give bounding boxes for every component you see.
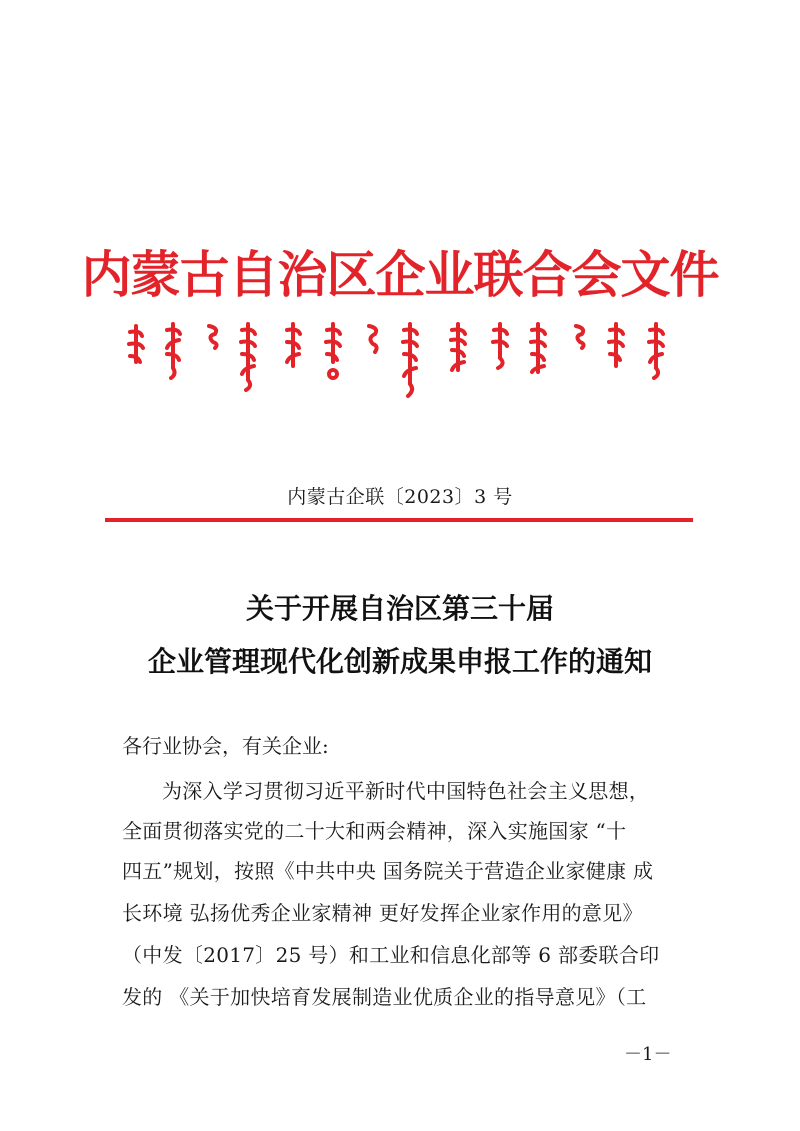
mongolian-word bbox=[129, 326, 143, 362]
body-line: 长环境 弘扬优秀企业家精神 更好发挥企业家作用的意见》 bbox=[122, 901, 643, 925]
mongolian-word bbox=[241, 324, 255, 390]
mongolian-word bbox=[209, 326, 217, 348]
mongolian-script-header bbox=[118, 322, 683, 402]
body-line: （中发〔2017〕25 号）和工业和信息化部等 6 部委联合印 bbox=[122, 943, 660, 967]
mongolian-word bbox=[649, 324, 663, 378]
notice-title-line2: 企业管理现代化创新成果申报工作的通知 bbox=[147, 645, 652, 678]
body-line: 全面贯彻落实党的二十大和两会精神，深入实施国家 “十 bbox=[122, 819, 627, 843]
salutation: 各行业协会，有关企业: bbox=[122, 734, 329, 758]
mongolian-word bbox=[326, 324, 340, 378]
org-header-title: 内蒙古自治区企业联合会文件 bbox=[81, 245, 719, 304]
page-number: －1－ bbox=[624, 1044, 672, 1065]
red-divider-line bbox=[105, 518, 693, 522]
mongolian-word bbox=[576, 326, 584, 348]
mongolian-word bbox=[369, 326, 377, 352]
mongolian-word bbox=[167, 324, 180, 378]
mongolian-word bbox=[451, 324, 465, 370]
notice-title-line1: 关于开展自治区第三十届 bbox=[245, 592, 554, 625]
mongolian-word bbox=[609, 324, 623, 366]
body-line: 发的 《关于加快培育发展制造业优质企业的指导意见》（工 bbox=[122, 985, 647, 1009]
document-number: 内蒙古企联〔2023〕3 号 bbox=[287, 486, 513, 508]
mongolian-word bbox=[531, 324, 545, 372]
mongolian-word bbox=[403, 324, 417, 396]
mongolian-word bbox=[287, 324, 300, 366]
body-line: 为深入学习贯彻习近平新时代中国特色社会主义思想， bbox=[162, 779, 650, 803]
body-line: 四五”规划，按照《中共中央 国务院关于营造企业家健康 成 bbox=[122, 859, 654, 883]
mongolian-word bbox=[493, 324, 507, 368]
